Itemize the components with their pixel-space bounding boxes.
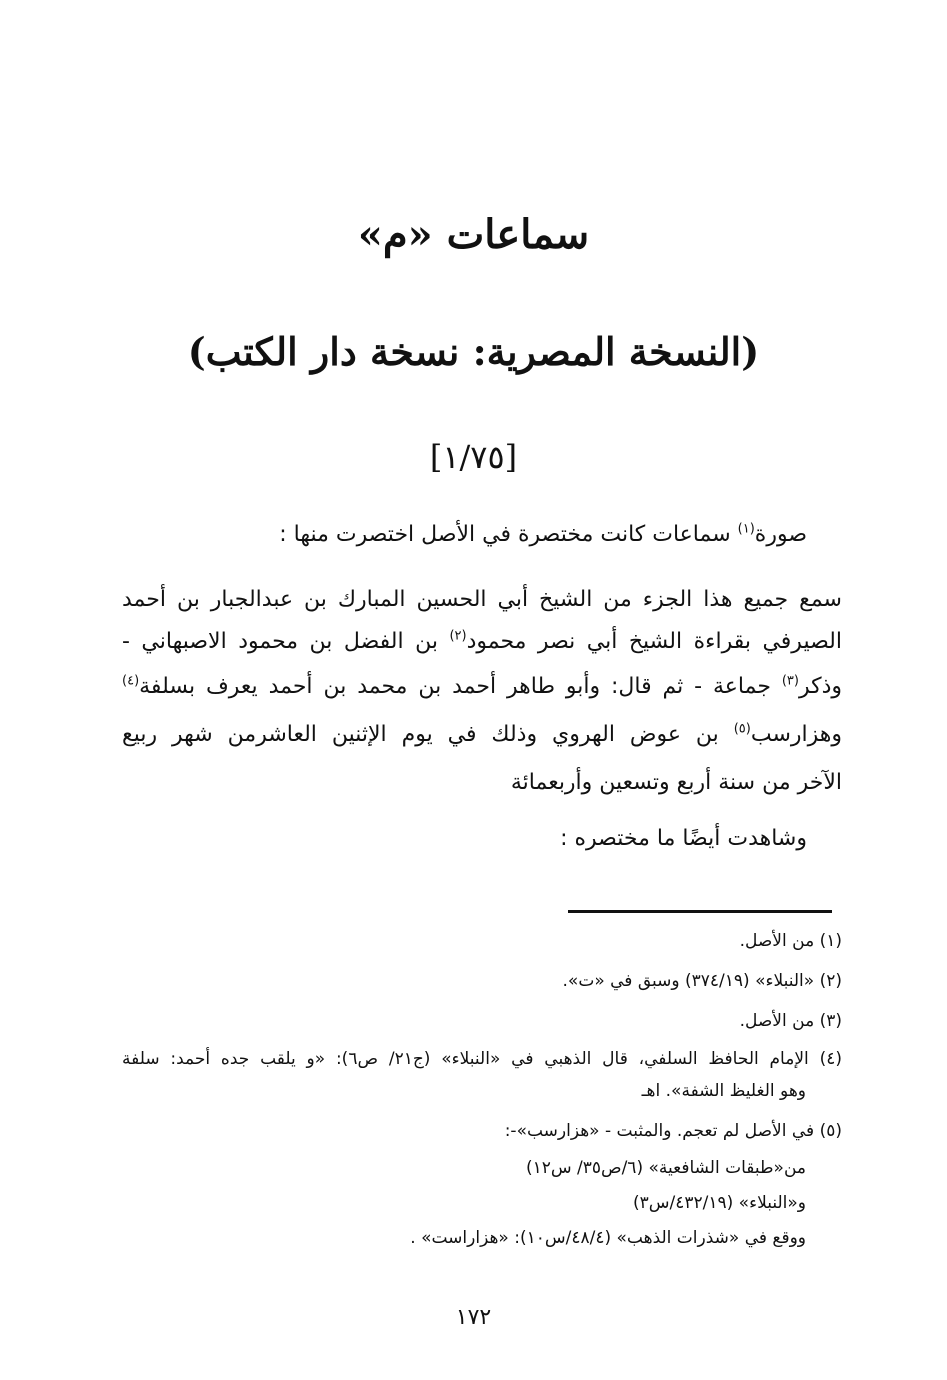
paragraph-line: الآخر من سنة أربع وتسعين وأربعمائة bbox=[510, 770, 842, 795]
paragraph-line: سمع جميع هذا الجزء من الشيخ أبي الحسين المبارك بن عبدالجبار بن أحمد bbox=[122, 587, 842, 612]
footnote-1: (١) من الأصل. bbox=[739, 931, 842, 951]
page-subtitle: (النسخة المصرية: نسخة دار الكتب) bbox=[187, 329, 760, 374]
footnote-5-source-2: و«النبلاء» (٤٣٢/١٩/س٣) bbox=[632, 1193, 806, 1213]
footnote-5-source-1: من«طبقات الشافعية» (٦/ص٣٥/ س١٢) bbox=[525, 1158, 806, 1178]
footnote-2: (٢) «النبلاء» (٣٧٤/١٩) وسبق في «ت». bbox=[562, 971, 842, 991]
footnote-5-source-3: ووقع في «شذرات الذهب» (٤٨/٤/س١٠): «هزاراست» . bbox=[410, 1228, 806, 1248]
footnote-marker: (١) bbox=[737, 521, 755, 537]
paragraph-line: وذكر$^{(٣)}$ جماعة - ثم قال: وأبو طاهر أحمد بن محمد بن أحمد يعرف بسلفة$^{(٤)}$ bbox=[122, 673, 842, 699]
footnote-marker: (٥) bbox=[733, 721, 751, 737]
footnote-marker: (٢) bbox=[449, 628, 467, 644]
footnote-4: (٤) الإمام الحافظ السلفي، قال الذهبي في «النبلاء» (ج٢١/ ص٦): «و يلقب جده أحمد: سلفة bbox=[122, 1049, 842, 1069]
footnote-separator bbox=[568, 910, 832, 913]
footnote-4-continuation: وهو الغليظ الشفة». اهـ bbox=[641, 1081, 806, 1101]
body-text bbox=[122, 515, 842, 865]
closing-line: وشاهدت أيضًا ما مختصره : bbox=[560, 826, 807, 851]
footnote-marker: (٤) bbox=[122, 673, 140, 689]
page-number: ١٧٢ bbox=[455, 1305, 492, 1330]
footnote-5: (٥) في الأصل لم تعجم. والمثبت - «هزارسب»-: bbox=[504, 1121, 842, 1141]
page-title: سماعات «م» bbox=[357, 211, 590, 258]
footnote-3: (٣) من الأصل. bbox=[739, 1011, 842, 1031]
footnotes bbox=[122, 925, 842, 1248]
intro-line: صورة$^{(١)}$ سماعات كانت مختصرة في الأصل اختصرت منها : bbox=[279, 521, 807, 547]
folio-reference: [١/٧٥] bbox=[429, 438, 518, 476]
paragraph-line: الصيرفي بقراءة الشيخ أبي نصر محمود$^{(٢)}$ بن الفضل بن محمود الاصبهاني - bbox=[122, 628, 842, 654]
paragraph-line: وهزارسب$^{(٥)}$ بن عوض الهروي وذلك في يوم الإثنين العاشرمن شهر ربيع bbox=[122, 721, 842, 747]
footnote-marker: (٣) bbox=[781, 673, 799, 689]
